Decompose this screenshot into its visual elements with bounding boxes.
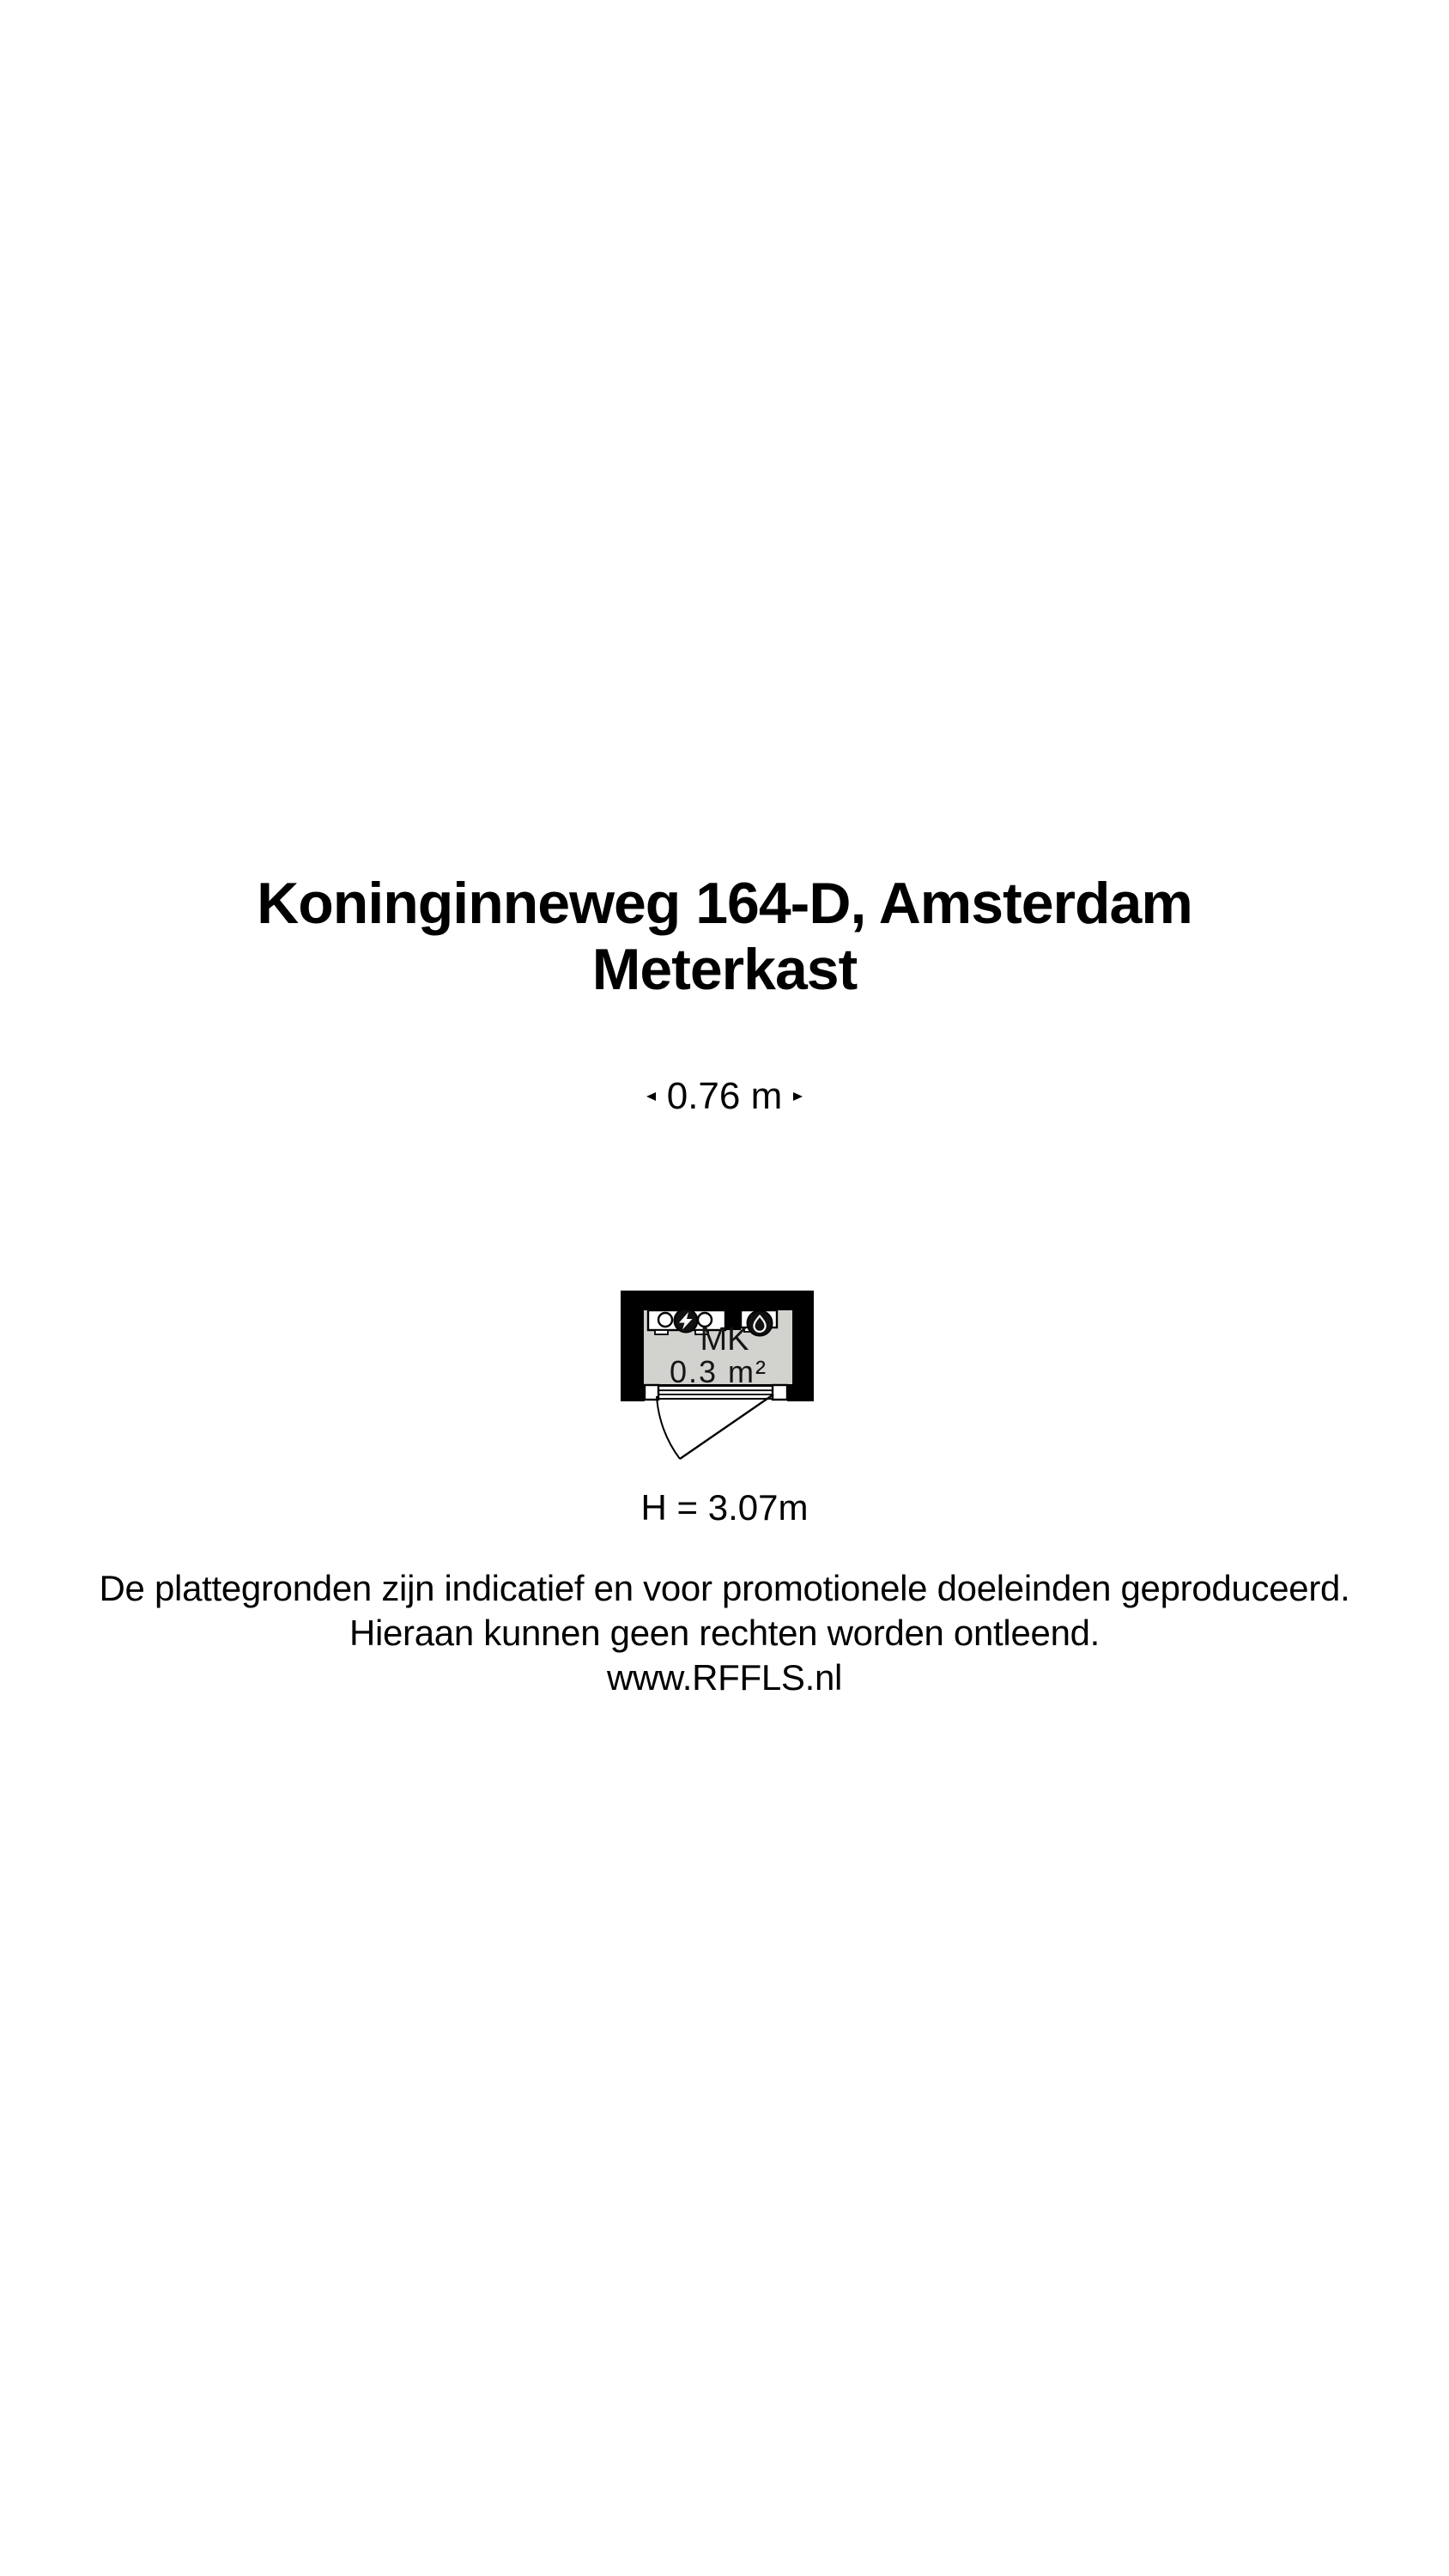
dimension-arrow-right-icon [793,1092,803,1101]
meter-panel-tab [655,1330,668,1334]
width-dimension [0,1077,1449,1116]
door-jamb-right [773,1385,787,1400]
dimension-arrow-left-icon [646,1092,656,1101]
page-title-address: Koninginneweg 164-D, Amsterdam [257,871,1192,936]
disclaimer-line-1: De plattegronden zijn indicatief en voor promotionele doeleinden geproduceerd. [99,1568,1350,1608]
meterkast-floorplan [601,1279,833,1468]
ceiling-height-label: H = 3.07m [640,1487,809,1528]
dimension-label: 0.76 m [666,1075,783,1117]
disclaimer-website: www.RFFLS.nl [606,1657,843,1698]
door-leaf [680,1394,773,1459]
meter-dial-icon [658,1313,672,1327]
door-swing-arc [657,1396,680,1459]
page-title [0,871,1449,1003]
disclaimer-line-2: Hieraan kunnen geen rechten worden ontleend. [349,1613,1100,1653]
page-title-room: Meterkast [591,937,858,1002]
room-area-label: 0.3 m² [669,1354,768,1389]
disclaimer [0,1566,1449,1700]
room-code-label: MK [700,1321,749,1358]
